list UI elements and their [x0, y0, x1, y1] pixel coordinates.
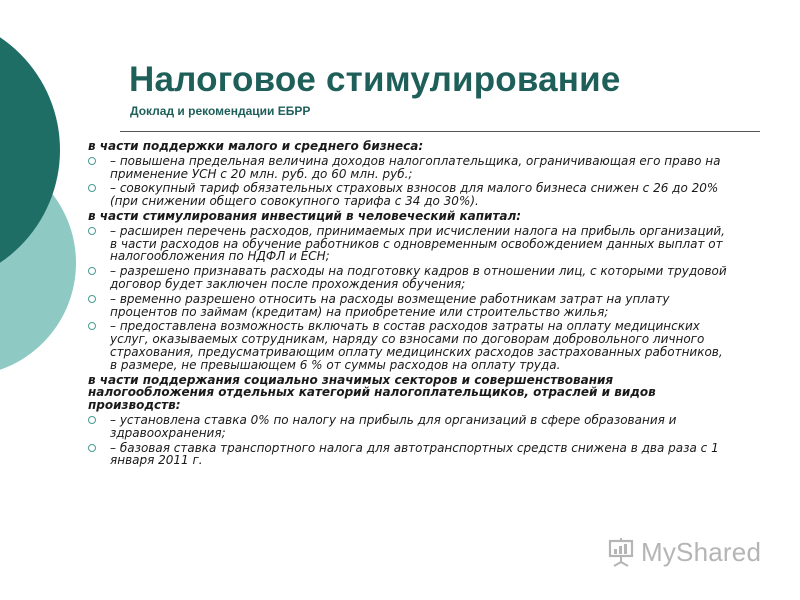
section-heading: в части поддержания социально значимых секторов и совершенствования налогообложения отдельных категорий налогоплательщиков, отраслей и видов производств:: [88, 372, 656, 413]
list-item: [88, 155, 728, 181]
bullet-icon: [88, 184, 96, 192]
presentation-board-icon: [607, 537, 635, 567]
title-divider: [120, 131, 760, 132]
list-item-text: – предоставлена возможность включать в состав расходов затраты на оплату медицинских услуг, оказываемых сотрудникам, наряду со взносами по договорам добровольного личного страхования, предусматривающим оплату медицинских расходов застрахованных работников, в размере, не превышающем 6 % от суммы расходов на оплату труда.: [110, 319, 723, 372]
list-item-text: – базовая ставка транспортного налога для автотранспортных средств снижена в два раза с 1 января 2011 г.: [110, 440, 719, 468]
slide-title: Налоговое стимулирование: [129, 60, 621, 99]
list-item-text: – расширен перечень расходов, принимаемых при исчислении налога на прибыль организаций, в части расходов на обучение работников с одновременным освобождением данных выплат от налогообложения по НДФЛ и ЕСН;: [110, 223, 725, 264]
list-item: [88, 225, 728, 263]
watermark: [607, 536, 761, 568]
section: [88, 210, 728, 372]
watermark-text: MyShared: [641, 536, 762, 567]
list-item: [88, 414, 728, 440]
slide-content: [88, 140, 728, 469]
list-item-text: – установлена ставка 0% по налогу на прибыль для организаций в сфере образования и здравоохранения;: [110, 412, 677, 440]
list-item-text: – разрешено признавать расходы на подготовку кадров в отношении лиц, с которыми трудовой договор будет заключен после прохождения обучения;: [110, 264, 727, 291]
bullet-icon: [88, 157, 96, 165]
list-item: [88, 293, 728, 319]
bullet-icon: [88, 227, 96, 235]
bullet-icon: [88, 444, 96, 452]
bullet-icon: [88, 295, 96, 303]
section-heading: в части поддержки малого и среднего бизнеса:: [88, 139, 424, 153]
section: [88, 374, 728, 468]
bullet-icon: [88, 267, 96, 275]
list-item: [88, 182, 728, 208]
slide-subtitle: Доклад и рекомендации ЕБРР: [130, 104, 311, 118]
section: [88, 140, 728, 208]
list-item: [88, 442, 728, 468]
bullet-icon: [88, 322, 96, 330]
list-item: [88, 265, 728, 291]
list-item-text: – временно разрешено относить на расходы возмещение работникам затрат на уплату процентов по займам (кредитам) на приобретение или строительство жилья;: [110, 291, 670, 319]
list-item-text: – повышена предельная величина доходов налогоплательщика, ограничивающая его право на применение УСН с 20 млн. руб. до 60 млн. руб.;: [110, 153, 721, 181]
bullet-icon: [88, 416, 96, 424]
section-heading: в части стимулирования инвестиций в человеческий капитал:: [88, 208, 522, 223]
list-item-text: – совокупный тариф обязательных страховых взносов для малого бизнеса снижен с 26 до 20% (при снижении общего совокупного тарифа с 34 до 30%).: [110, 181, 719, 209]
list-item: [88, 320, 728, 371]
